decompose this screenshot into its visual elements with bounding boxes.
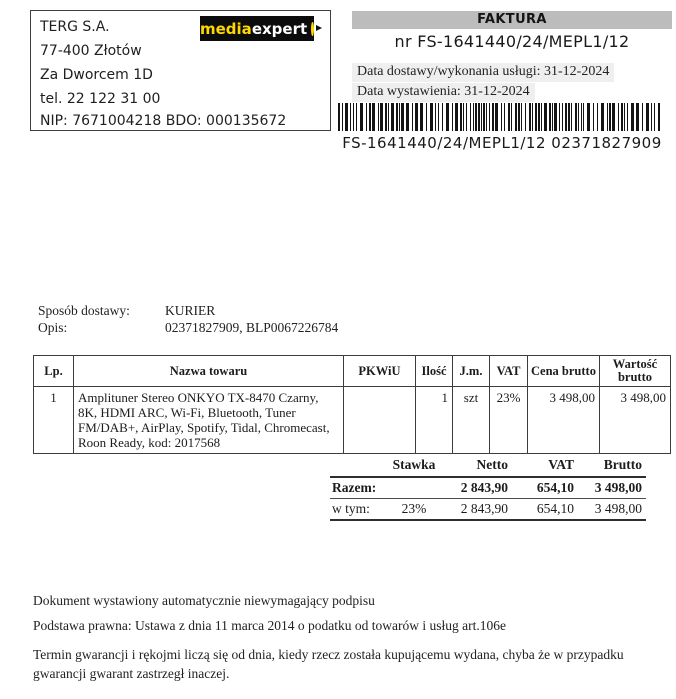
summary-rate-row [330,499,646,521]
item-name: Amplituner Stereo ONKYO TX-8470 Czarny, 8K, HDMI ARC, Wi-Fi, Bluetooth, Tuner FM/DAB+, AirPlay, Spotify, Tidal, Chromecast, Roon Ready, kod: 2017568 [74,387,344,454]
invoice-number: nr FS-1641440/24/MEPL1/12 [394,32,630,51]
auto-issue-note: Dokument wystawiony automatycznie niewymagający podpisu [33,593,375,608]
delivery-method-label: Sposób dostawy: [38,303,130,318]
item-pkwiu [344,387,416,454]
vat-summary-table [330,456,646,521]
logo-text-media: media [200,19,252,38]
seller-name: TERG S.A. [40,19,110,35]
logo-text-expert: expert [251,19,308,38]
summary-header-empty [330,456,388,477]
summary-rate-netto: 2 843,90 [440,499,512,521]
legal-basis-note: Podstawa prawna: Ustawa z dnia 11 marca 2014 o podatku od towarów i usług art.106e [33,618,507,633]
col-header-total: Wartość brutto [600,356,671,387]
item-unit-price: 3 498,00 [528,387,600,454]
summary-rate-vat: 654,10 [512,499,578,521]
warranty-note: Termin gwarancji i rękojmi liczą się od dnia, kiedy rzecz została kupującemu wydana, chyba że w przypadku gwarancji gwarant zastrzegł inaczej. [33,647,624,681]
description-value: 02371827909, BLP0067226784 [165,320,339,335]
delivery-date-line: Data dostawy/wykonania usługi: 31-12-2024 [352,63,614,82]
seller-street: Za Dworcem 1D [40,67,153,83]
mediaexpert-logo [200,16,314,41]
summary-total-brutto: 3 498,00 [578,477,646,499]
summary-total-vat: 654,10 [512,477,578,499]
col-header-pkwiu: PKWiU [344,356,416,387]
col-header-unit-price: Cena brutto [528,356,600,387]
col-header-qty: Ilość [416,356,453,387]
delivery-method-value: KURIER [165,303,216,318]
col-header-vat: VAT [490,356,528,387]
issue-date-line: Data wystawienia: 31-12-2024 [352,83,535,102]
items-header-row [34,356,671,387]
summary-rate-stawka: 23% [388,499,440,521]
summary-rate-brutto: 3 498,00 [578,499,646,521]
item-qty: 1 [416,387,453,454]
summary-header-netto: Netto [440,456,512,477]
item-vat: 23% [490,387,528,454]
summary-rate-label: w tym: [330,499,388,521]
summary-header-brutto: Brutto [578,456,646,477]
seller-postal-city: 77-400 Złotów [40,43,142,59]
items-table [33,355,671,454]
seller-phone: tel. 22 122 31 00 [40,91,161,107]
description-label: Opis: [38,320,68,335]
summary-header-row [330,456,646,477]
item-lp: 1 [34,387,74,454]
col-header-name: Nazwa towaru [74,356,344,387]
summary-total-label: Razem: [330,477,388,499]
seller-nip-bdo: NIP: 7671004218 BDO: 000135672 [40,113,287,129]
summary-header-vat: VAT [512,456,578,477]
barcode-caption: FS-1641440/24/MEPL1/12 02371827909 [342,134,662,152]
col-header-lp: Lp. [34,356,74,387]
delivery-section [38,302,338,336]
barcode [338,103,666,131]
summary-total-netto: 2 843,90 [440,477,512,499]
invoice-title-bar: FAKTURA [352,11,672,29]
col-header-unit: J.m. [453,356,490,387]
table-row [34,387,671,454]
summary-total-stawka [388,477,440,499]
play-icon [311,22,314,36]
summary-total-row [330,477,646,499]
summary-header-stawka: Stawka [388,456,440,477]
item-unit: szt [453,387,490,454]
item-total: 3 498,00 [600,387,671,454]
